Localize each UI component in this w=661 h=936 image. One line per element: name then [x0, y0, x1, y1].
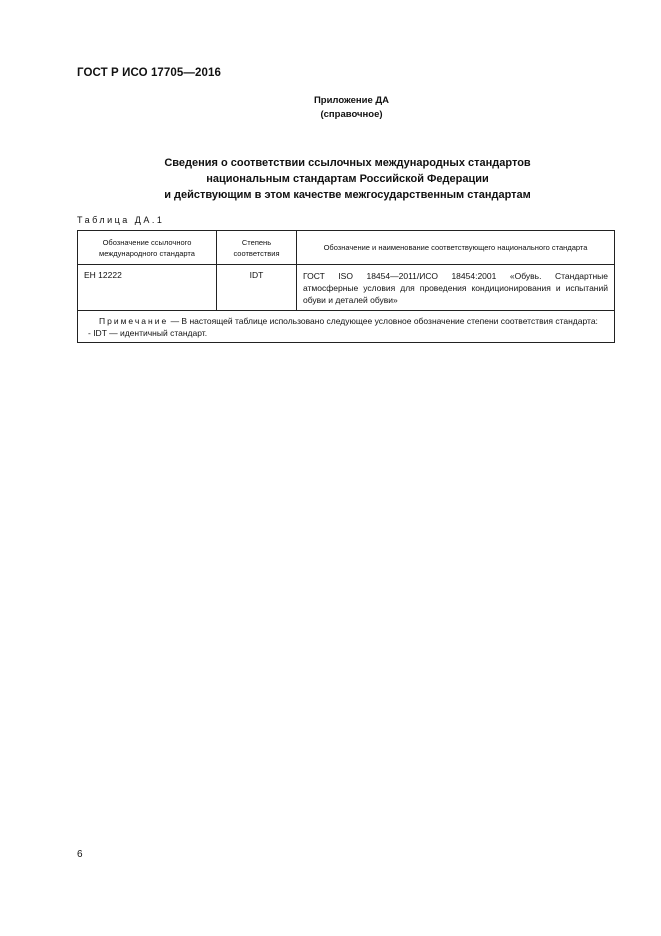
table-row	[78, 265, 615, 311]
header-degree	[217, 231, 297, 265]
note-body: — В настоящей таблице использовано следующее условное обозначение степени соответствия стандарта:	[168, 316, 598, 326]
document-id: ГОСТ Р ИСО 17705—2016	[77, 67, 222, 79]
cell-degree: IDT	[217, 265, 297, 311]
note-item: - IDT — идентичный стандарт.	[88, 328, 208, 338]
header-international-standard	[78, 231, 217, 265]
table-note	[78, 311, 615, 343]
correspondence-table	[77, 230, 615, 343]
note-lead: Примечание	[99, 316, 169, 326]
header-international-line-2: международного стандарта	[99, 248, 195, 258]
header-international-line-1: Обозначение ссылочного	[102, 237, 192, 247]
header-national-standard: Обозначение и наименование соответствующего национального стандарта	[297, 231, 615, 265]
appendix-subtitle: (справочное)	[320, 109, 383, 120]
table-caption: Таблица ДА.1	[77, 215, 165, 225]
section-title-line-1: Сведения о соответствии ссылочных международных стандартов	[164, 157, 531, 169]
appendix-heading	[0, 94, 661, 122]
note-text	[85, 315, 607, 327]
table-header-row	[78, 231, 615, 265]
section-title	[0, 155, 661, 203]
page-number: 6	[77, 849, 83, 860]
section-title-line-2: национальным стандартам Российской Федерации	[206, 173, 489, 185]
cell-national-standard: ГОСТ ISO 18454—2011/ИСО 18454:2001 «Обувь. Стандартные атмосферные условия для проведения кондиционирования и испытаний обуви и деталей обуви»	[297, 265, 615, 311]
table-note-row	[78, 311, 615, 343]
header-degree-line-2: соответствия	[233, 248, 280, 258]
header-degree-line-1: Степень	[241, 237, 272, 247]
appendix-title: Приложение ДА	[313, 95, 390, 106]
section-title-line-3: и действующим в этом качестве межгосударственным стандартам	[164, 189, 531, 201]
cell-international-standard: ЕН 12222	[78, 265, 217, 311]
